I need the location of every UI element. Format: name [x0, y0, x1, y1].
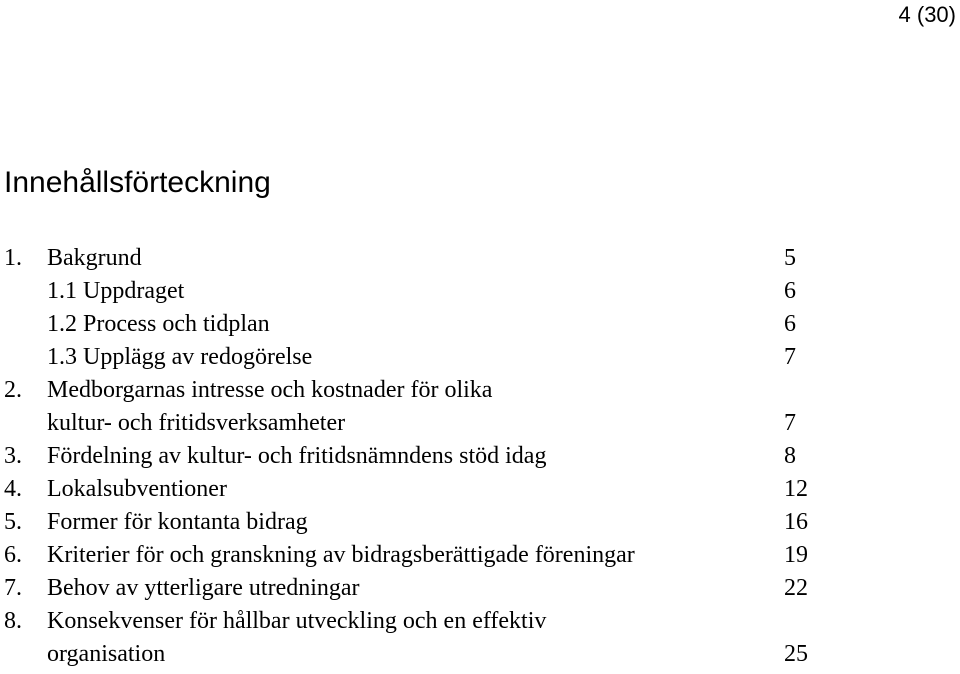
toc-entry-number: 1.: [4, 245, 22, 271]
toc-entry-number: 8.: [4, 608, 22, 634]
toc-entry[interactable]: [0, 407, 820, 440]
toc-entry[interactable]: [0, 539, 820, 572]
toc-entry-page: 22: [784, 575, 808, 601]
toc-entry-text: organisation: [47, 641, 166, 667]
toc-entry[interactable]: [0, 308, 820, 341]
toc-entry-number: 3.: [4, 443, 22, 469]
toc-entry[interactable]: [0, 605, 820, 638]
toc-entry-number: 4.: [4, 476, 22, 502]
toc-entry-page: 6: [784, 311, 796, 337]
toc-entry-text: kultur- och fritidsverksamheter: [47, 410, 346, 436]
toc-entry[interactable]: [0, 572, 820, 605]
toc-entry-page: 12: [784, 476, 808, 502]
toc-entry-page: 19: [784, 542, 808, 568]
toc-entry-text: Kriterier för och granskning av bidragsberättigade föreningar: [47, 542, 635, 568]
toc-entry-page: 16: [784, 509, 808, 535]
toc-entry[interactable]: [0, 242, 820, 275]
toc-entry-text: Fördelning av kultur- och fritidsnämndens stöd idag: [47, 443, 547, 469]
toc-entry[interactable]: [0, 638, 820, 671]
toc-entry-page: 8: [784, 443, 796, 469]
toc-entry-number: 5.: [4, 509, 22, 535]
toc-entry[interactable]: [0, 374, 820, 407]
toc-entry[interactable]: [0, 506, 820, 539]
toc-entry-text: Konsekvenser för hållbar utveckling och en effektiv: [47, 608, 547, 634]
toc-entry[interactable]: [0, 440, 820, 473]
toc-entry-text: Lokalsubventioner: [47, 476, 227, 502]
page-number: 4 (30): [898, 2, 956, 27]
toc-entry-text: 1.3 Upplägg av redogörelse: [47, 344, 313, 370]
toc-entry[interactable]: [0, 473, 820, 506]
toc-entry-text: Bakgrund: [47, 245, 142, 271]
toc-list: [0, 242, 820, 671]
toc-entry-number: 6.: [4, 542, 22, 568]
toc-entry-text: Behov av ytterligare utredningar: [47, 575, 360, 601]
toc-entry-text: 1.2 Process och tidplan: [47, 311, 270, 337]
toc-entry-page: 7: [784, 410, 796, 436]
toc-entry-number: 7.: [4, 575, 22, 601]
toc-entry-page: 7: [784, 344, 796, 370]
toc-entry-text: Medborgarnas intresse och kostnader för olika: [47, 377, 493, 403]
toc-entry-text: 1.1 Uppdraget: [47, 278, 185, 304]
toc-entry-page: 25: [784, 641, 808, 667]
toc-title: Innehållsförteckning: [4, 166, 271, 199]
toc-entry[interactable]: [0, 275, 820, 308]
toc-entry-number: 2.: [4, 377, 22, 403]
toc-entry-text: Former för kontanta bidrag: [47, 509, 308, 535]
toc-entry-page: 5: [784, 245, 796, 271]
toc-entry[interactable]: [0, 341, 820, 374]
toc-entry-page: 6: [784, 278, 796, 304]
